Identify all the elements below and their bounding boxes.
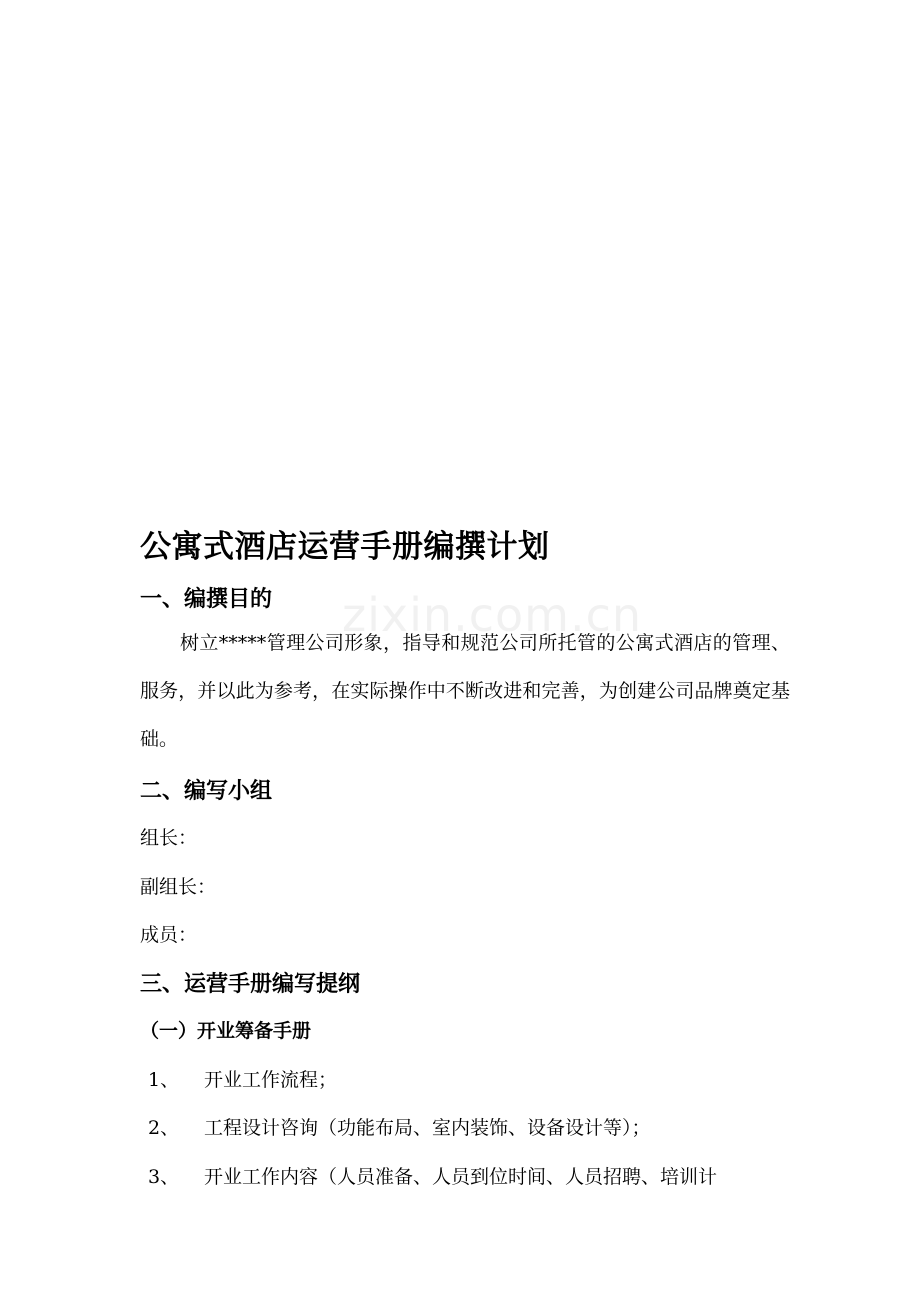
- section-heading-outline: 三、运营手册编写提纲: [140, 972, 361, 997]
- list-item-text: 开业工作内容（人员准备、人员到位时间、人员招聘、培训计: [204, 1166, 718, 1188]
- list-item: [148, 1162, 717, 1189]
- team-leader-line: 组长：: [140, 827, 198, 849]
- list-item-text: 开业工作流程；: [204, 1069, 338, 1091]
- list-item: [148, 1113, 651, 1140]
- list-item-number: 1、: [148, 1069, 180, 1091]
- team-deputy-line: 副组长：: [140, 876, 217, 898]
- list-item-text: 工程设计咨询（功能布局、室内装饰、设备设计等）；: [204, 1117, 651, 1139]
- list-item-number: 2、: [148, 1117, 180, 1139]
- section-heading-team: 二、编写小组: [140, 779, 273, 804]
- list-item: [148, 1065, 337, 1092]
- purpose-paragraph: 树立*****管理公司形象，指导和规范公司所托管的公寓式酒店的管理、服务，并以此为参考，在实际操作中不断改进和完善，为创建公司品牌奠定基础。: [140, 632, 790, 750]
- document-title: 公寓式酒店运营手册编撰计划: [140, 529, 550, 565]
- list-item-number: 3、: [148, 1166, 180, 1188]
- team-members-line: 成员：: [140, 924, 198, 946]
- section-heading-purpose: 一、编撰目的: [140, 587, 273, 612]
- watermark: zixin.com.cn: [342, 588, 643, 642]
- subsection-heading-opening: （一）开业筹备手册: [140, 1020, 312, 1042]
